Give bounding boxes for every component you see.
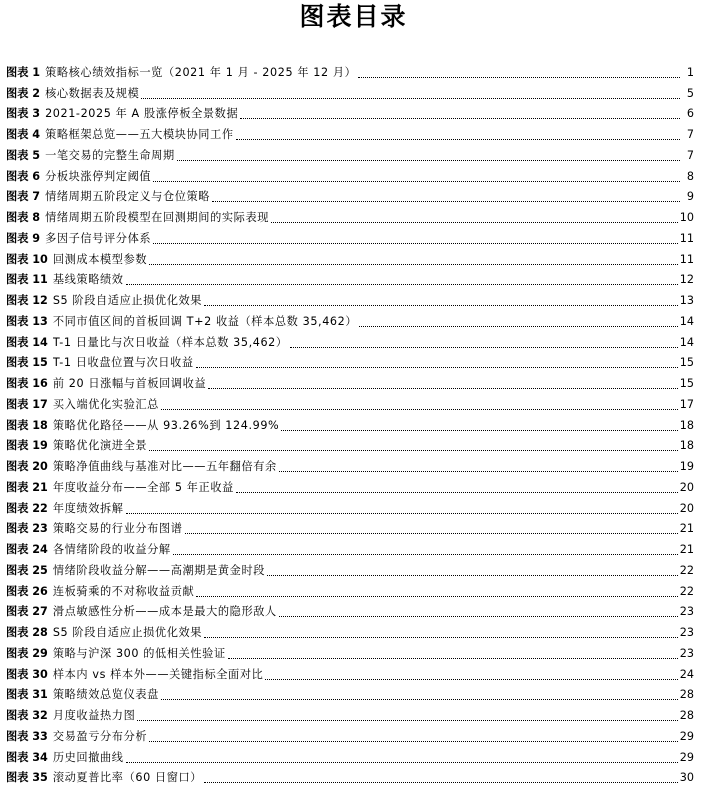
toc-entry-title: 回测成本模型参数 — [52, 252, 148, 266]
toc-entry-label: 图表 27 — [6, 605, 48, 619]
toc-entry-label: 图表 17 — [6, 397, 48, 411]
toc-entry-page-number: 15 — [679, 356, 694, 370]
toc-entry[interactable] — [6, 536, 694, 557]
toc-entry-label: 图表 25 — [6, 563, 48, 577]
toc-dot-leader — [204, 304, 678, 306]
toc-entry-page-number: 18 — [679, 418, 694, 432]
toc-entry-title: 前 20 日涨幅与首板回调收益 — [52, 377, 207, 390]
toc-entry[interactable] — [6, 744, 694, 765]
toc-entry-page-number: 7 — [686, 148, 694, 162]
toc-entry-label: 图表 13 — [6, 314, 48, 328]
toc-entry-label: 图表 21 — [6, 480, 48, 494]
toc-entry-page-number: 15 — [679, 377, 694, 390]
toc-entry[interactable] — [6, 350, 694, 371]
toc-entry-title: 策略框架总览——五大模块协同工作 — [45, 128, 234, 141]
toc-entry-label: 图表 28 — [6, 626, 48, 639]
toc-entry[interactable] — [6, 370, 694, 391]
toc-entry-label: 图表 14 — [6, 335, 48, 349]
toc-entry[interactable] — [6, 557, 694, 578]
toc-entry-title: 连板骑乘的不对称收益贡献 — [52, 584, 195, 598]
toc-dot-leader — [236, 491, 678, 493]
toc-entry-title: 各情绪阶段的收益分解 — [52, 543, 171, 556]
toc-dot-leader — [228, 657, 678, 659]
toc-entry-label: 图表 9 — [6, 231, 41, 245]
toc-dot-leader — [141, 97, 680, 99]
toc-entry[interactable] — [6, 702, 694, 723]
toc-entry-page-number: 14 — [679, 335, 694, 349]
toc-entry-page-number: 20 — [679, 480, 694, 494]
toc-entry[interactable] — [6, 495, 694, 516]
toc-entry-label: 图表 22 — [6, 501, 48, 515]
toc-dot-leader — [161, 698, 678, 700]
toc-entry-label: 图表 11 — [6, 273, 48, 287]
toc-dot-leader — [196, 366, 678, 368]
toc-entry-title: S5 阶段自适应止损优化效果 — [52, 626, 203, 639]
toc-dot-leader — [185, 532, 678, 534]
toc-entry-title: 核心数据表及规模 — [45, 86, 140, 100]
toc-dot-leader — [126, 761, 678, 763]
toc-entry-page-number: 6 — [686, 107, 694, 121]
toc-entry[interactable] — [6, 204, 694, 225]
toc-entry-page-number: 18 — [679, 439, 694, 453]
toc-entry-title: 策略优化演进全景 — [52, 439, 148, 453]
toc-dot-leader — [208, 387, 677, 389]
toc-dot-leader — [358, 76, 680, 78]
toc-entry-label: 图表 23 — [6, 522, 48, 536]
toc-dot-leader — [126, 283, 678, 285]
toc-entry[interactable] — [6, 142, 694, 163]
toc-entry-label: 图表 12 — [6, 294, 48, 307]
toc-entry-label: 图表 32 — [6, 709, 48, 722]
toc-dot-leader — [271, 221, 678, 223]
toc-entry[interactable] — [6, 329, 694, 350]
toc-entry-page-number: 1 — [686, 65, 694, 79]
toc-entry[interactable] — [6, 723, 694, 744]
toc-dot-leader — [153, 242, 678, 244]
toc-entry-label: 图表 2 — [6, 86, 41, 100]
toc-entry-title: 历史回撤曲线 — [52, 750, 124, 764]
toc-entry-page-number: 19 — [679, 460, 694, 473]
toc-dot-leader — [279, 470, 678, 472]
toc-entry-title: 交易盈亏分布分析 — [52, 729, 148, 743]
toc-entry-page-number: 17 — [679, 397, 694, 411]
toc-entry[interactable] — [6, 163, 694, 184]
toc-dot-leader — [236, 138, 680, 140]
toc-entry-page-number: 5 — [686, 86, 694, 100]
toc-dot-leader — [204, 781, 678, 783]
toc-entry-label: 图表 34 — [6, 750, 48, 764]
toc-entry-label: 图表 18 — [6, 418, 48, 432]
toc-entry[interactable] — [6, 765, 694, 786]
toc-entry-title: 一笔交易的完整生命周期 — [45, 148, 175, 162]
toc-entry-title: 策略交易的行业分布图谱 — [52, 522, 183, 536]
toc-entry-page-number: 14 — [679, 314, 694, 328]
toc-entry-page-number: 29 — [679, 729, 694, 743]
toc-entry-title: 月度收益热力图 — [52, 709, 136, 722]
toc-entry-title: 年度收益分布——全部 5 年正收益 — [52, 480, 234, 494]
toc-entry[interactable] — [6, 619, 694, 640]
toc-entry-page-number: 23 — [679, 605, 694, 619]
toc-entry[interactable] — [6, 453, 694, 474]
figure-toc-list — [6, 59, 694, 785]
toc-entry[interactable] — [6, 80, 694, 101]
toc-entry[interactable] — [6, 59, 694, 80]
toc-dot-leader — [149, 449, 678, 451]
toc-entry[interactable] — [6, 121, 694, 142]
toc-entry[interactable] — [6, 308, 694, 329]
toc-entry[interactable] — [6, 516, 694, 537]
toc-entry-label: 图表 7 — [6, 190, 41, 204]
toc-entry-page-number: 11 — [679, 252, 694, 266]
toc-dot-leader — [267, 574, 678, 576]
toc-entry[interactable] — [6, 599, 694, 620]
toc-entry[interactable] — [6, 184, 694, 205]
toc-entry-page-number: 22 — [679, 563, 694, 577]
toc-entry-title: 情绪周期五阶段模型在回测期间的实际表现 — [45, 211, 270, 224]
toc-entry-page-number: 21 — [679, 522, 694, 536]
toc-entry-title: 策略核心绩效指标一览（2021 年 1 月 - 2025 年 12 月） — [45, 65, 357, 79]
toc-entry-title: 策略净值曲线与基准对比——五年翻倍有余 — [52, 460, 277, 473]
toc-entry-label: 图表 29 — [6, 646, 48, 660]
toc-dot-leader — [137, 719, 677, 721]
toc-entry-label: 图表 15 — [6, 356, 48, 370]
toc-entry-label: 图表 6 — [6, 169, 41, 183]
toc-dot-leader — [196, 595, 677, 597]
toc-entry-label: 图表 16 — [6, 377, 48, 390]
toc-entry[interactable] — [6, 661, 694, 682]
toc-entry-title: 样本内 vs 样本外——关键指标全面对比 — [52, 667, 264, 681]
toc-entry-page-number: 21 — [679, 543, 694, 556]
toc-dot-leader — [359, 325, 678, 327]
toc-entry[interactable] — [6, 225, 694, 246]
toc-entry-title: 不同市值区间的首板回调 T+2 收益（样本总数 35,462） — [52, 314, 358, 328]
toc-entry[interactable] — [6, 682, 694, 703]
toc-entry[interactable] — [6, 101, 694, 122]
toc-entry-page-number: 23 — [679, 626, 694, 639]
toc-entry[interactable] — [6, 267, 694, 288]
toc-entry-label: 图表 5 — [6, 148, 41, 162]
toc-entry-page-number: 9 — [686, 190, 694, 204]
toc-entry-page-number: 13 — [679, 294, 694, 307]
toc-entry-label: 图表 33 — [6, 729, 48, 743]
toc-entry[interactable] — [6, 640, 694, 661]
toc-dot-leader — [153, 180, 680, 182]
toc-entry[interactable] — [6, 246, 694, 267]
toc-entry-page-number: 24 — [679, 667, 694, 681]
toc-entry-label: 图表 8 — [6, 211, 41, 224]
toc-dot-leader — [149, 263, 678, 265]
toc-entry[interactable] — [6, 578, 694, 599]
toc-entry[interactable] — [6, 412, 694, 433]
toc-dot-leader — [149, 740, 678, 742]
toc-entry-label: 图表 1 — [6, 65, 41, 79]
toc-dot-leader — [281, 429, 677, 431]
toc-entry-label: 图表 24 — [6, 543, 48, 556]
toc-entry-title: 情绪阶段收益分解——高潮期是黄金时段 — [52, 563, 266, 577]
toc-entry-label: 图表 3 — [6, 107, 41, 121]
toc-entry[interactable] — [6, 391, 694, 412]
toc-entry-page-number: 23 — [679, 646, 694, 660]
toc-entry-title: 情绪周期五阶段定义与仓位策略 — [45, 190, 211, 204]
toc-dot-leader — [290, 346, 678, 348]
toc-entry-label: 图表 19 — [6, 439, 48, 453]
toc-dot-leader — [265, 678, 677, 680]
toc-entry-title: 分板块涨停判定阈值 — [45, 169, 152, 183]
toc-entry-label: 图表 30 — [6, 667, 48, 681]
toc-entry-title: 滚动夏普比率（60 日窗口） — [52, 771, 203, 785]
toc-entry-title: 策略与沪深 300 的低相关性验证 — [52, 646, 226, 660]
toc-entry-label: 图表 10 — [6, 252, 48, 266]
toc-entry-title: 滑点敏感性分析——成本是最大的隐形敌人 — [52, 605, 277, 619]
toc-entry[interactable] — [6, 474, 694, 495]
page-title: 图表目录 — [299, 2, 408, 31]
toc-entry-label: 图表 4 — [6, 128, 41, 141]
toc-entry[interactable] — [6, 433, 694, 454]
toc-entry-page-number: 8 — [686, 169, 694, 183]
toc-entry-title: T-1 日量比与次日收益（样本总数 35,462） — [52, 335, 288, 349]
toc-entry-title: 多因子信号评分体系 — [45, 231, 152, 245]
toc-entry-label: 图表 20 — [6, 460, 48, 473]
toc-entry[interactable] — [6, 287, 694, 308]
toc-dot-leader — [204, 636, 678, 638]
toc-dot-leader — [173, 553, 678, 555]
toc-dot-leader — [161, 408, 678, 410]
toc-entry-label: 图表 31 — [6, 688, 48, 702]
toc-entry-page-number: 10 — [679, 211, 694, 224]
toc-entry-title: 策略绩效总览仪表盘 — [52, 688, 159, 702]
toc-entry-page-number: 28 — [679, 688, 694, 702]
toc-entry-title: 策略优化路径——从 93.26%到 124.99% — [52, 418, 280, 432]
toc-entry-page-number: 12 — [679, 273, 694, 287]
toc-dot-leader — [212, 200, 680, 202]
toc-entry-page-number: 28 — [679, 709, 694, 722]
toc-entry-label: 图表 35 — [6, 771, 48, 785]
toc-entry-title: 基线策略绩效 — [52, 273, 124, 287]
toc-entry-title: 2021-2025 年 A 股涨停板全景数据 — [45, 107, 239, 121]
toc-dot-leader — [126, 512, 678, 514]
toc-dot-leader — [240, 117, 680, 119]
toc-dot-leader — [177, 159, 680, 161]
toc-entry-page-number: 7 — [686, 128, 694, 141]
toc-entry-title: 年度绩效拆解 — [52, 501, 124, 515]
toc-entry-page-number: 29 — [679, 750, 694, 764]
toc-entry-title: 买入端优化实验汇总 — [52, 397, 159, 411]
toc-entry-page-number: 22 — [679, 584, 694, 598]
toc-entry-title: S5 阶段自适应止损优化效果 — [52, 294, 203, 307]
toc-entry-label: 图表 26 — [6, 584, 48, 598]
toc-entry-page-number: 20 — [679, 501, 694, 515]
toc-entry-title: T-1 日收盘位置与次日收益 — [52, 356, 194, 370]
toc-entry-page-number: 30 — [679, 771, 694, 785]
toc-dot-leader — [279, 615, 678, 617]
toc-entry-page-number: 11 — [679, 231, 694, 245]
